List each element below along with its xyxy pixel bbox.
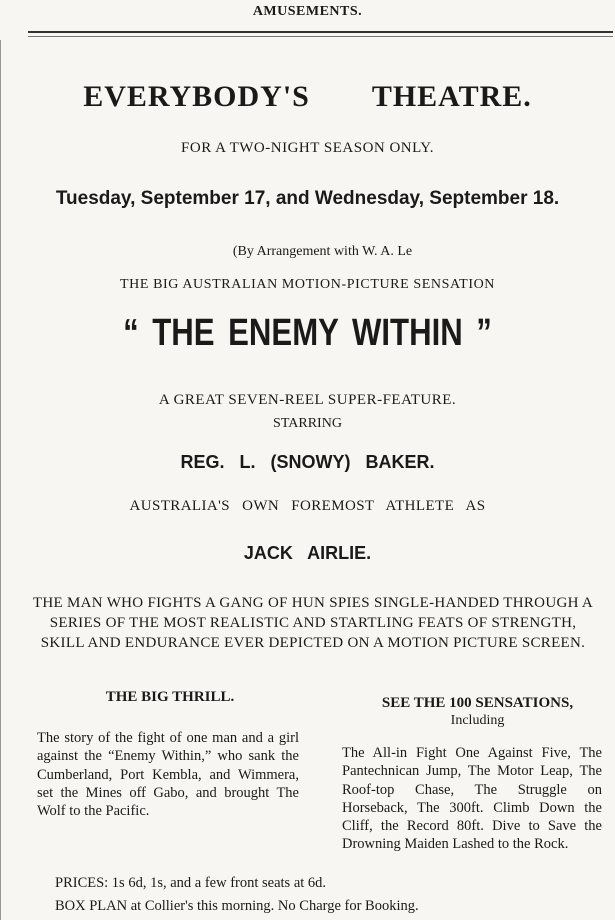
synopsis-paragraph: THE MAN WHO FIGHTS A GANG OF HUN SPIES SINGLE-HANDED THROUGH A SERIES OF THE MOST REALISTIC AND STARTLING FEATS OF STRENGTH, SKILL AND ENDURANCE EVER DEPICTED ON A MOTION PICTURE SCREEN. [32, 595, 594, 651]
header-rule-thin [28, 36, 613, 37]
film-title: “ THE ENEMY WITHIN ” [123, 312, 492, 354]
sensations-title: SEE THE 100 SENSATIONS, [381, 695, 574, 711]
theatre-title: EVERYBODY'S THEATRE. [83, 80, 532, 113]
header-rule-thick [28, 31, 613, 33]
starring-label: STARRING [273, 416, 342, 431]
big-thrill-text: The story of the fight of one man and a girl against the “Enemy Within,” who sank the Cumberland, Port Kembla, and Wimmera, set the Mines off Gabo, and brought The Wolf to the Pacific. [37, 730, 299, 820]
sensation-line: THE BIG AUSTRALIAN MOTION-PICTURE SENSATION [119, 277, 495, 292]
season-line: FOR A TWO-NIGHT SEASON ONLY. [181, 140, 434, 156]
sensations-subtitle: Including [450, 713, 505, 728]
prices-line: PRICES: 1s 6d, 1s, and a few front seats at 6d. [55, 875, 327, 891]
section-heading: AMUSEMENTS. [252, 4, 363, 19]
big-thrill-heading: THE BIG THRILL. [105, 689, 235, 705]
athlete-line: AUSTRALIA'S OWN FOREMOST ATHLETE AS [129, 498, 486, 514]
box-plan-line: BOX PLAN at Collier's this morning. No Charge for Booking. [55, 898, 419, 914]
star-name: REG. L. (SNOWY) BAKER. [180, 452, 435, 472]
role-name: JACK AIRLIE. [243, 543, 372, 563]
dates-line: Tuesday, September 17, and Wednesday, September 18. [55, 188, 560, 209]
arrangement-line: (By Arrangement with W. A. Le [232, 244, 413, 259]
sensations-heading [345, 694, 610, 730]
column-border [0, 40, 1, 920]
sensations-text: The All-in Fight One Against Five, The Pantechnican Jump, The Motor Leap, The Roof-top Chase, The Struggle on Horseback, The 300ft. Climb Down the Cliff, the Record 80ft. Dive to Save the Drowning Maiden Lashed to the Rock. [342, 745, 602, 853]
feature-line: A GREAT SEVEN-REEL SUPER-FEATURE. [158, 392, 457, 408]
